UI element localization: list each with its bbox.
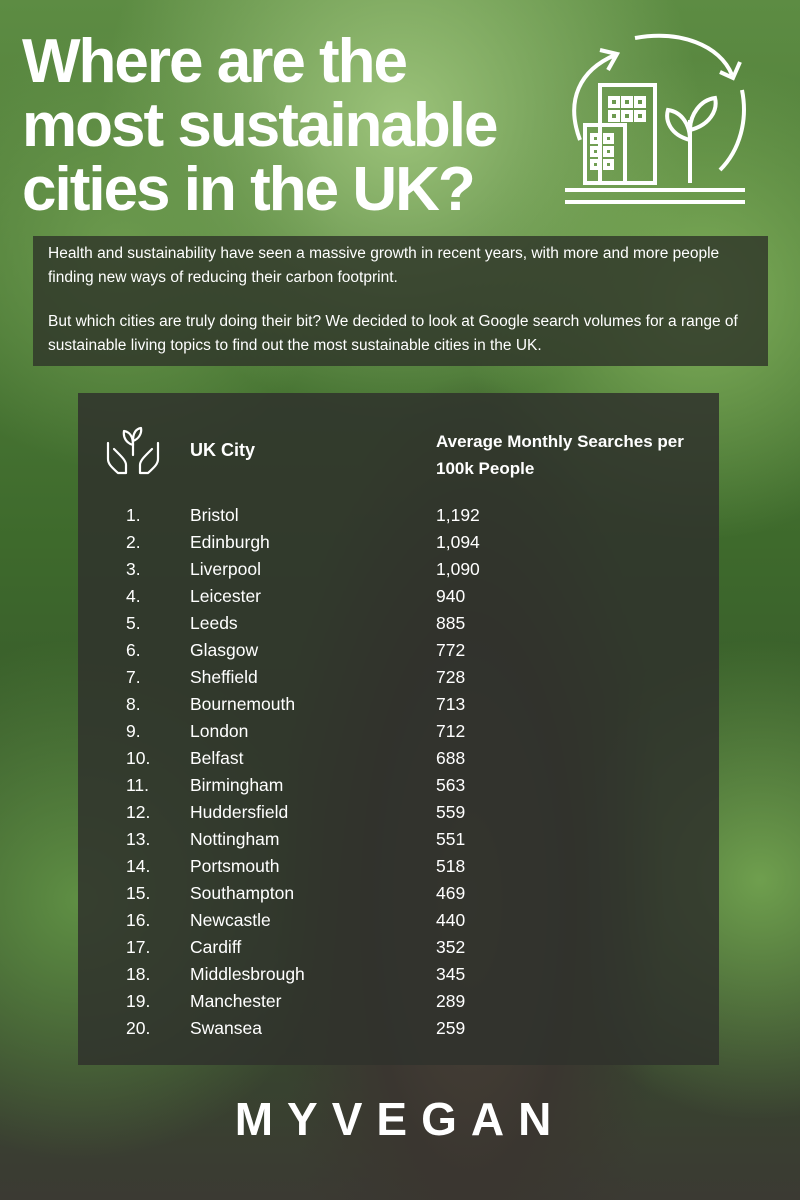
city-cell: Portsmouth: [190, 856, 280, 876]
city-cell: Swansea: [190, 1018, 262, 1038]
city-cell: Newcastle: [190, 910, 271, 930]
intro-paragraph-1: Health and sustainability have seen a massive growth in recent years, with more and more people finding new ways of reducing their carbon footprint.: [48, 245, 720, 286]
city-cell: Huddersfield: [190, 802, 289, 822]
table-row: [0, 826, 800, 853]
table-row: [0, 610, 800, 637]
rank-cell: 7.: [126, 667, 141, 687]
value-cell: 563: [436, 775, 466, 795]
value-cell: 712: [436, 721, 466, 741]
table-row: [0, 853, 800, 880]
table-row: [0, 880, 800, 907]
value-cell: 352: [436, 937, 466, 957]
value-cell: 940: [436, 586, 466, 606]
table-row: [0, 529, 800, 556]
table-row: [0, 799, 800, 826]
table-row: [0, 961, 800, 988]
value-cell: 728: [436, 667, 466, 687]
value-cell: 559: [436, 802, 466, 822]
value-cell: 772: [436, 640, 466, 660]
rank-cell: 11.: [126, 775, 150, 795]
city-cell: Birmingham: [190, 775, 284, 795]
rank-cell: 2.: [126, 532, 141, 552]
rank-cell: 10.: [126, 748, 151, 768]
rank-cell: 5.: [126, 613, 141, 633]
table-row: [0, 691, 800, 718]
value-cell: 259: [436, 1018, 466, 1038]
value-cell: 289: [436, 991, 466, 1011]
city-cell: Belfast: [190, 748, 244, 768]
city-cell: Edinburgh: [190, 532, 270, 552]
rank-cell: 19.: [126, 991, 151, 1011]
rank-cell: 3.: [126, 559, 141, 579]
intro-paragraph-2: But which cities are truly doing their bit? We decided to look at Google search volumes for a range of sustainable living topics to find out the most sustainable cities in the UK.: [48, 313, 738, 354]
rank-cell: 18.: [126, 964, 151, 984]
value-cell: 1,090: [436, 559, 480, 579]
city-cell: Leeds: [190, 613, 238, 633]
rank-cell: 14.: [126, 856, 151, 876]
value-cell: 1,192: [436, 505, 480, 525]
hands-plant-icon: [104, 425, 162, 477]
city-cell: Bournemouth: [190, 694, 296, 714]
rank-cell: 17.: [126, 937, 151, 957]
column-header-searches: Average Monthly Searches per 100k People: [436, 432, 684, 478]
table-row: [0, 988, 800, 1015]
city-cell: Middlesbrough: [190, 964, 305, 984]
value-cell: 713: [436, 694, 466, 714]
rank-cell: 8.: [126, 694, 141, 714]
ranking-rows: [0, 502, 800, 1042]
value-cell: 1,094: [436, 532, 480, 552]
table-row: [0, 583, 800, 610]
sustainable-city-icon: [560, 30, 750, 210]
rank-cell: 9.: [126, 721, 141, 741]
city-cell: Liverpool: [190, 559, 262, 579]
rank-cell: 16.: [126, 910, 151, 930]
value-cell: 885: [436, 613, 466, 633]
rank-cell: 20.: [126, 1018, 151, 1038]
rank-cell: 13.: [126, 829, 151, 849]
value-cell: 688: [436, 748, 466, 768]
value-cell: 551: [436, 829, 466, 849]
city-cell: Sheffield: [190, 667, 258, 687]
myvegan-logo: MYVEGAN: [234, 1093, 566, 1145]
table-row: [0, 664, 800, 691]
table-row: [0, 502, 800, 529]
city-cell: Bristol: [190, 505, 239, 525]
table-row: [0, 718, 800, 745]
city-cell: Leicester: [190, 586, 262, 606]
rank-cell: 6.: [126, 640, 141, 660]
table-row: [0, 556, 800, 583]
city-cell: Manchester: [190, 991, 282, 1011]
rank-cell: 12.: [126, 802, 151, 822]
city-cell: London: [190, 721, 249, 741]
city-cell: Glasgow: [190, 640, 259, 660]
rank-cell: 4.: [126, 586, 141, 606]
table-row: [0, 745, 800, 772]
value-cell: 345: [436, 964, 466, 984]
rank-cell: 15.: [126, 883, 151, 903]
city-cell: Cardiff: [190, 937, 242, 957]
value-cell: 518: [436, 856, 466, 876]
city-cell: Southampton: [190, 883, 295, 903]
table-row: [0, 637, 800, 664]
table-row: [0, 907, 800, 934]
value-cell: 469: [436, 883, 466, 903]
page-title: Where are the most sustainable cities in the UK?: [22, 27, 497, 224]
table-row: [0, 772, 800, 799]
city-cell: Nottingham: [190, 829, 280, 849]
table-row: [0, 934, 800, 961]
column-header-city: UK City: [190, 440, 256, 460]
table-row: [0, 1015, 800, 1042]
intro-box: [33, 236, 768, 366]
rank-cell: 1.: [126, 505, 141, 525]
value-cell: 440: [436, 910, 466, 930]
